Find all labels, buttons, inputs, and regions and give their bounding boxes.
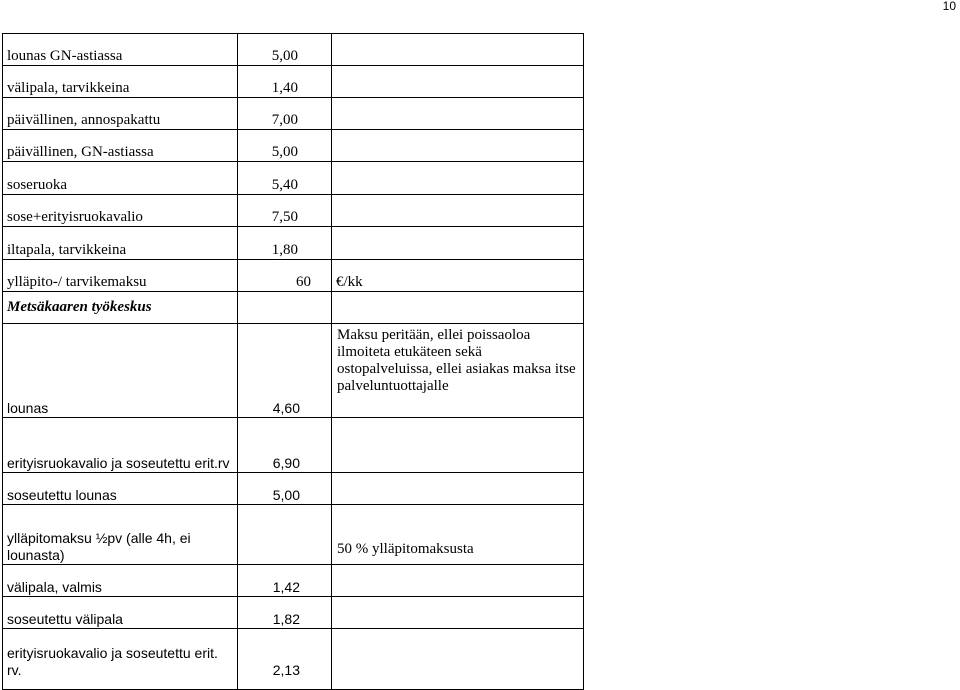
item-note xyxy=(332,195,584,227)
table-row xyxy=(3,260,584,292)
table-row xyxy=(3,324,584,418)
item-price: 1,42 xyxy=(238,565,332,597)
item-label: välipala, valmis xyxy=(3,565,238,597)
table-row xyxy=(3,98,584,130)
item-note xyxy=(332,66,584,98)
table-row xyxy=(3,597,584,629)
item-label: päivällinen, GN-astiassa xyxy=(3,130,238,162)
item-price: 5,00 xyxy=(238,473,332,505)
item-label: välipala, tarvikkeina xyxy=(3,66,238,98)
item-label: erityisruokavalio ja soseutettu erit. rv. xyxy=(3,629,238,690)
table-row xyxy=(3,66,584,98)
table-row xyxy=(3,505,584,565)
item-note: Maksu peritään, ellei poissaoloa ilmoiteta etukäteen sekä ostopalveluissa, ellei asiakas maksa itse palveluntuottajalle xyxy=(332,324,584,418)
table-row xyxy=(3,418,584,473)
item-price: 6,90 xyxy=(238,418,332,473)
item-price: 1,80 xyxy=(238,227,332,260)
table-row xyxy=(3,629,584,690)
item-note xyxy=(332,130,584,162)
item-note xyxy=(332,597,584,629)
item-price: 60 xyxy=(238,260,332,292)
item-label: päivällinen, annospakattu xyxy=(3,98,238,130)
item-label: soseutettu lounas xyxy=(3,473,238,505)
item-label: soseruoka xyxy=(3,162,238,195)
item-price: 7,50 xyxy=(238,195,332,227)
item-note xyxy=(332,227,584,260)
item-price: 4,60 xyxy=(238,324,332,418)
item-note xyxy=(332,565,584,597)
table-row xyxy=(3,227,584,260)
item-note xyxy=(332,473,584,505)
item-note xyxy=(332,418,584,473)
item-note: 50 % ylläpitomaksusta xyxy=(332,505,584,565)
item-price: 5,00 xyxy=(238,130,332,162)
item-label: soseutettu välipala xyxy=(3,597,238,629)
table-row xyxy=(3,130,584,162)
item-label: erityisruokavalio ja soseutettu erit.rv xyxy=(3,418,238,473)
item-label: sose+erityisruokavalio xyxy=(3,195,238,227)
item-note xyxy=(332,34,584,66)
table-row xyxy=(3,34,584,66)
item-price: 1,82 xyxy=(238,597,332,629)
item-price xyxy=(238,505,332,565)
item-label: ylläpito-/ tarvikemaksu xyxy=(3,260,238,292)
item-price: 5,40 xyxy=(238,162,332,195)
item-label: iltapala, tarvikkeina xyxy=(3,227,238,260)
item-note xyxy=(332,162,584,195)
item-price: 2,13 xyxy=(238,629,332,690)
table-row xyxy=(3,195,584,227)
table-row xyxy=(3,292,584,324)
item-note: €/kk xyxy=(332,260,584,292)
item-note xyxy=(332,629,584,690)
table-row xyxy=(3,565,584,597)
item-price: 5,00 xyxy=(238,34,332,66)
page-number: 10 xyxy=(942,0,956,13)
item-label: lounas xyxy=(3,324,238,418)
price-table xyxy=(2,33,584,690)
item-label: lounas GN-astiassa xyxy=(3,34,238,66)
item-price: 7,00 xyxy=(238,98,332,130)
table-row xyxy=(3,162,584,195)
item-label: ylläpitomaksu ½pv (alle 4h, ei lounasta) xyxy=(3,505,238,565)
item-note xyxy=(332,98,584,130)
table-row xyxy=(3,473,584,505)
item-note xyxy=(332,292,584,324)
item-price: 1,40 xyxy=(238,66,332,98)
section-heading: Metsäkaaren työkeskus xyxy=(3,292,238,324)
item-price xyxy=(238,292,332,324)
